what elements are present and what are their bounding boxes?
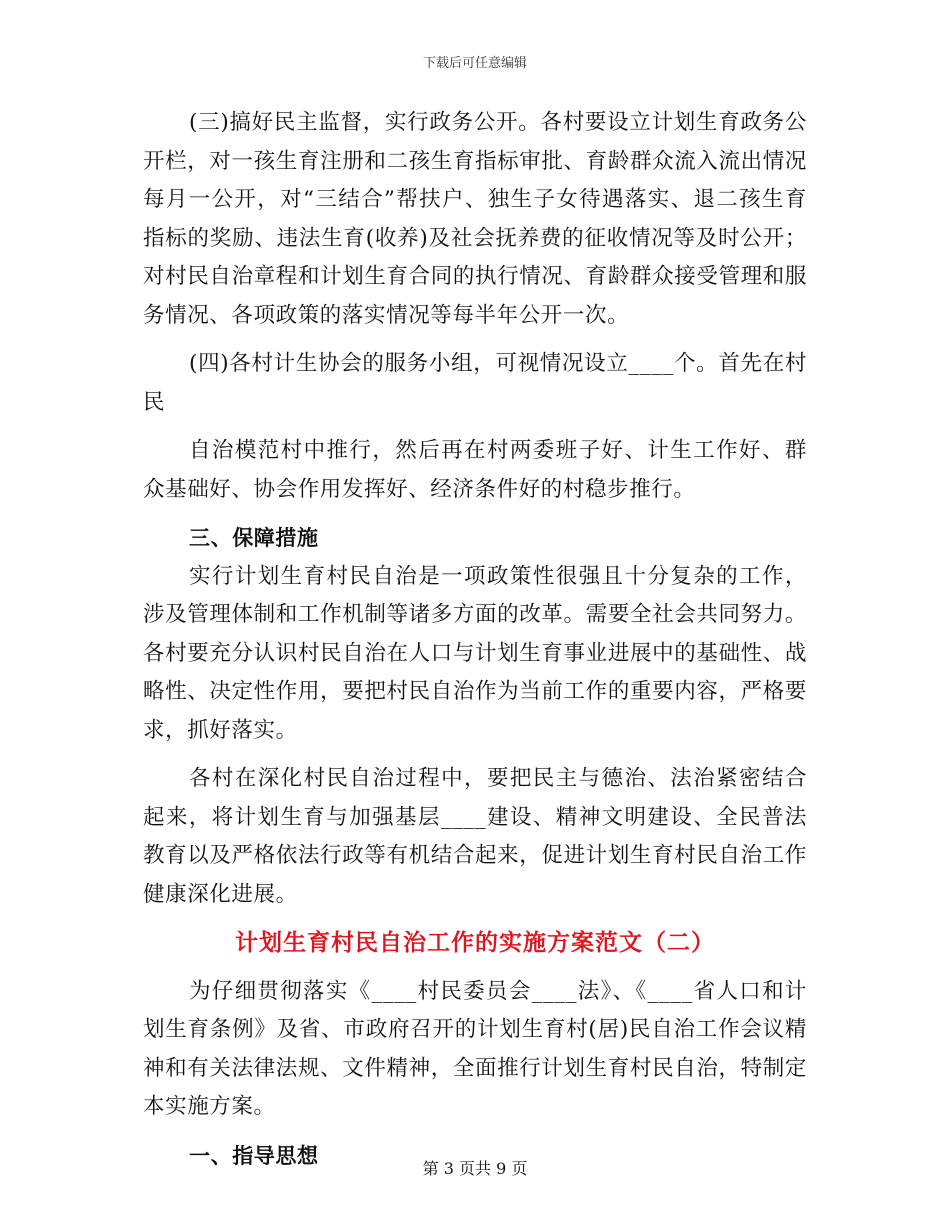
paragraph-service-groups: (四)各村计生协会的服务小组，可视情况设立____个。首先在村民	[143, 351, 807, 415]
section-heading-safeguards: 三、保障措施	[189, 526, 319, 550]
paragraph-supervision: (三)搞好民主监督，实行政务公开。各村要设立计划生育政务公开栏，对一孩生育注册和二孩生育指标审批、育龄群众流入流出情况每月一公开，对“三结合”帮扶户、独生子女待遇落实、退二孩生育指标的奖励、违法生育(收养)及社会抚养费的征收情况等及时公开；对村民自治章程和计划生育合同的执行情况、育龄群众接受管理和服务情况、各项政策的落实情况等每半年公开一次。	[143, 110, 807, 328]
paragraph-deepening: 各村在深化村民自治过程中，要把民主与德治、法治紧密结合起来，将计划生育与加强基层____建设、精神文明建设、全民普法教育以及严格依法行政等有机结合起来，促进计划生育村民自治工作健康深化进展。	[143, 766, 807, 907]
document-title: 计划生育村民自治工作的实施方案范文（二）	[235, 930, 715, 956]
page-footer: 第 3 页共 9 页	[422, 1159, 528, 1178]
paragraph-pilot: 自治模范村中推行，然后再在村两委班子好、计生工作好、群众基础好、协会作用发挥好、经济条件好的村稳步推行。	[143, 438, 807, 502]
paragraph-intro: 为仔细贯彻落实《____村民委员会____法》、《____省人口和计划生育条例》及省、市政府召开的计划生育村(居)民自治工作会议精神和有关法律法规、文件精神，全面推行计划生育村民自治，特制定本实施方案。	[143, 978, 807, 1119]
paragraph-safeguards: 实行计划生育村民自治是一项政策性很强且十分复杂的工作，涉及管理体制和工作机制等诸多方面的改革。需要全社会共同努力。各村要充分认识村民自治在人口与计划生育事业进展中的基础性、战略性、决定性作用，要把村民自治作为当前工作的重要内容，严格要求，抓好落实。	[143, 563, 807, 743]
section-heading-guiding-ideology: 一、指导思想	[189, 1143, 319, 1168]
page-header: 下载后可任意编辑	[422, 56, 527, 71]
document-body	[143, 104, 807, 1175]
